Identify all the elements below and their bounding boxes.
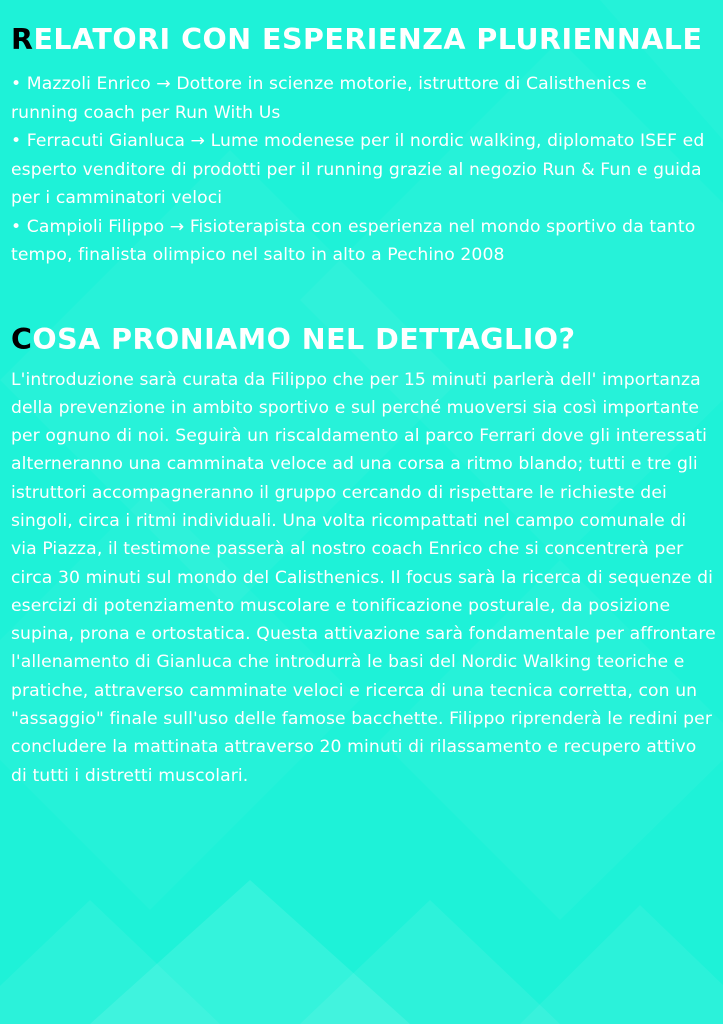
- details-heading: [11, 322, 717, 358]
- speakers-heading-initial: R: [11, 23, 34, 56]
- details-heading-text: OSA PRONIAMO NEL DETTAGLIO?: [32, 322, 576, 356]
- speaker-item-mazzoli: • Mazzoli Enrico → Dottore in scienze motorie, istruttore di Calisthenics e running coach per Run With Us: [11, 74, 647, 123]
- details-paragraph: L'introduzione sarà curata da Filippo che per 15 minuti parlerà dell' importanza della prevenzione in ambito sportivo e sul perché muoversi sia così importante per ognuno di noi. Seguirà un riscaldamento al parco Ferrari dove gli interessati alterneranno una camminata veloce ad una corsa a ritmo blando; tutti e tre gli istruttori accompagneranno il gruppo cercando di rispettare le richieste dei singoli, circa i ritmi individuali. Una volta ricompattati nel campo comunale di via Piazza, il testimone passerà al nostro coach Enrico che si concentrerà per circa 30 minuti sul mondo del Calisthenics. Il focus sarà la ricerca di sequenze di esercizi di potenziamento muscolare e tonificazione posturale, da posizione supina, prona e ortostatica. Questa attivazione sarà fondamentale per affrontare l'allenamento di Gianluca che introdurrà le basi del Nordic Walking teoriche e pratiche, attraverso camminate veloci e ricerca di una tecnica corretta, con un "assaggio" finale sull'uso delle famose bacchette. Filippo riprenderà le redini per concludere la mattinata attraverso 20 minuti di rilassamento e recupero attivo di tutti i distretti muscolari.: [11, 369, 716, 786]
- speakers-list: [11, 70, 717, 270]
- speakers-heading-text: ELATORI CON ESPERIENZA PLURIENNALE: [33, 23, 703, 56]
- page-content: [11, 22, 717, 790]
- speaker-item-campioli: • Campioli Filippo → Fisioterapista con esperienza nel mondo sportivo da tanto tempo, finalista olimpico nel salto in alto a Pechino 2008: [11, 216, 696, 265]
- section-details: [11, 322, 717, 790]
- details-heading-initial: C: [11, 322, 33, 356]
- speakers-heading: [11, 22, 717, 58]
- section-speakers: [11, 22, 717, 270]
- speaker-item-ferracuti: • Ferracuti Gianluca → Lume modenese per il nordic walking, diplomato ISEF ed esperto venditore di prodotti per il running grazie al negozio Run & Fun e guida per i camminatori veloci: [11, 131, 705, 208]
